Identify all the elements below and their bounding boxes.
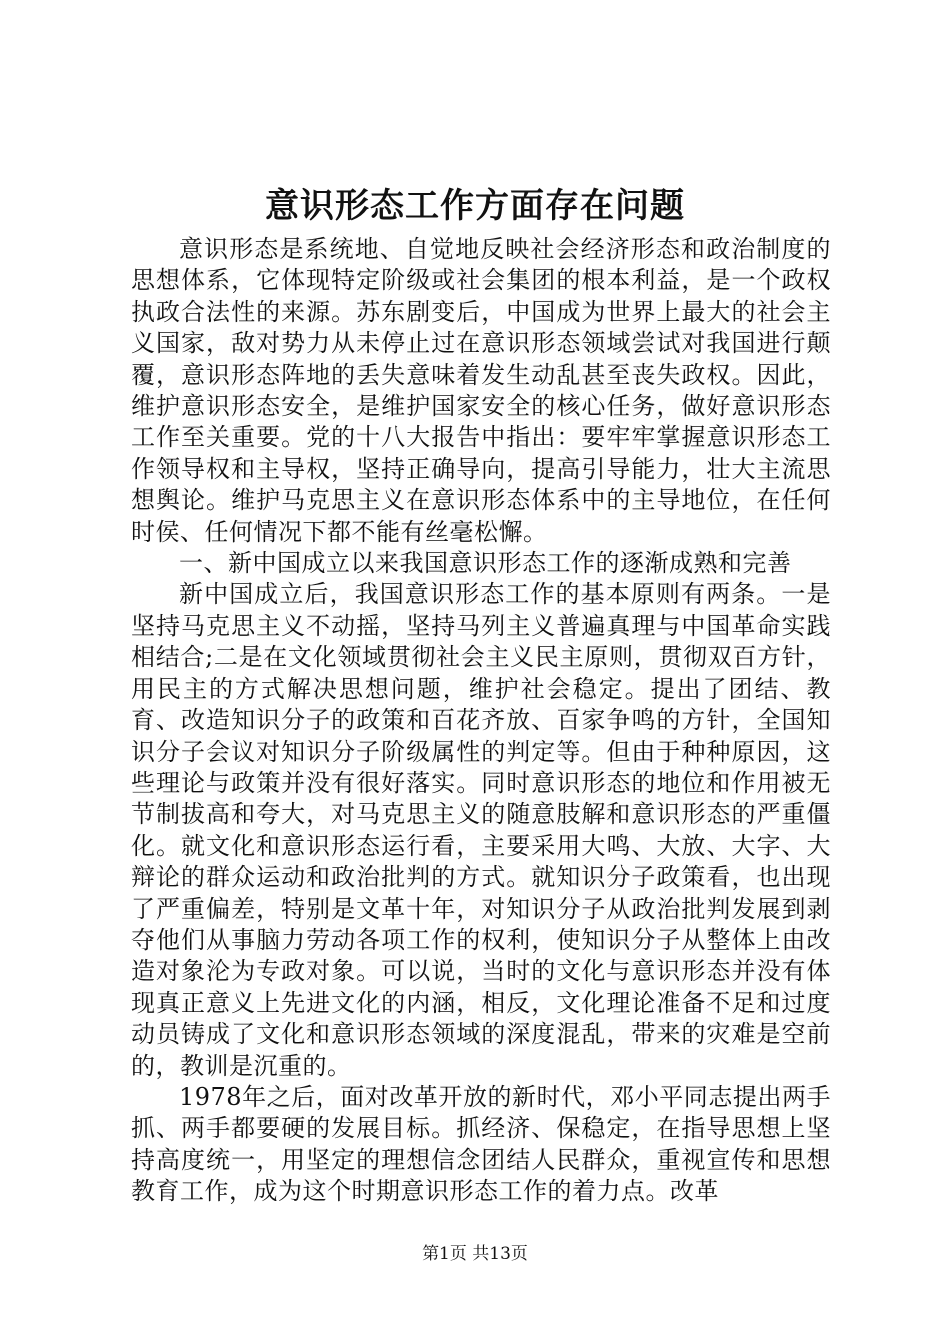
page-number-footer: 第1页 共13页 <box>422 1244 528 1264</box>
body-paragraph: 新中国成立后，我国意识形态工作的基本原则有两条。一是坚持马克思主义不动摇，坚持马列主义普遍真理与中国革命实践相结合;二是在文化领域贯彻社会主义民主原则，贯彻双百方针，用民主的方式解决思想问题，维护社会稳定。提出了团结、教育、改造知识分子的政策和百花齐放、百家争鸣的方针，全国知识分子会议对知识分子阶级属性的判定等。但由于种种原因，这些理论与政策并没有很好落实。同时意识形态的地位和作用被无节制拔高和夸大，对马克思主义的随意肢解和意识形态的严重僵化。就文化和意识形态运行看，主要采用大鸣、大放、大字、大辩论的群众运动和政治批判的方式。就知识分子政策看，也出现了严重偏差，特别是文革十年，对知识分子从政治批判发展到剥夺他们从事脑力劳动各项工作的权利，使知识分子从整体上由改造对象沦为专政对象。可以说，当时的文化与意识形态并没有体现真正意义上先进文化的内涵，相反，文化理论准备不足和过度动员铸成了文化和意识形态领域的深度混乱，带来的灾难是空前的，教训是沉重的。 <box>131 580 831 1080</box>
section-heading: 一、新中国成立以来我国意识形态工作的逐渐成熟和完善 <box>179 549 792 578</box>
body-paragraph-continued: 1978年之后，面对改革开放的新时代，邓小平同志提出两手抓、两手都要硬的发展目标。抓经济、保稳定，在指导思想上坚持高度统一，用坚定的理想信念团结人民群众，重视宣传和思想教育工作，成为这个时期意识形态工作的着力点。改革 <box>131 1082 831 1206</box>
intro-paragraph: 意识形态是系统地、自觉地反映社会经济形态和政治制度的思想体系，它体现特定阶级或社会集团的根本利益，是一个政权执政合法性的来源。苏东剧变后，中国成为世界上最大的社会主义国家，敌对势力从未停止过在意识形态领域尝试对我国进行颠覆，意识形态阵地的丢失意味着发生动乱甚至丧失政权。因此，维护意识形态安全，是维护国家安全的核心任务，做好意识形态工作至关重要。党的十八大报告中指出：要牢牢掌握意识形态工作领导权和主导权，坚持正确导向，提高引导能力，壮大主流思想舆论。维护马克思主义在意识形态体系中的主导地位，在任何时侯、任何情况下都不能有丝毫松懈。 <box>131 235 831 546</box>
document-body <box>131 234 831 1208</box>
document-title: 意识形态工作方面存在问题 <box>265 186 685 226</box>
